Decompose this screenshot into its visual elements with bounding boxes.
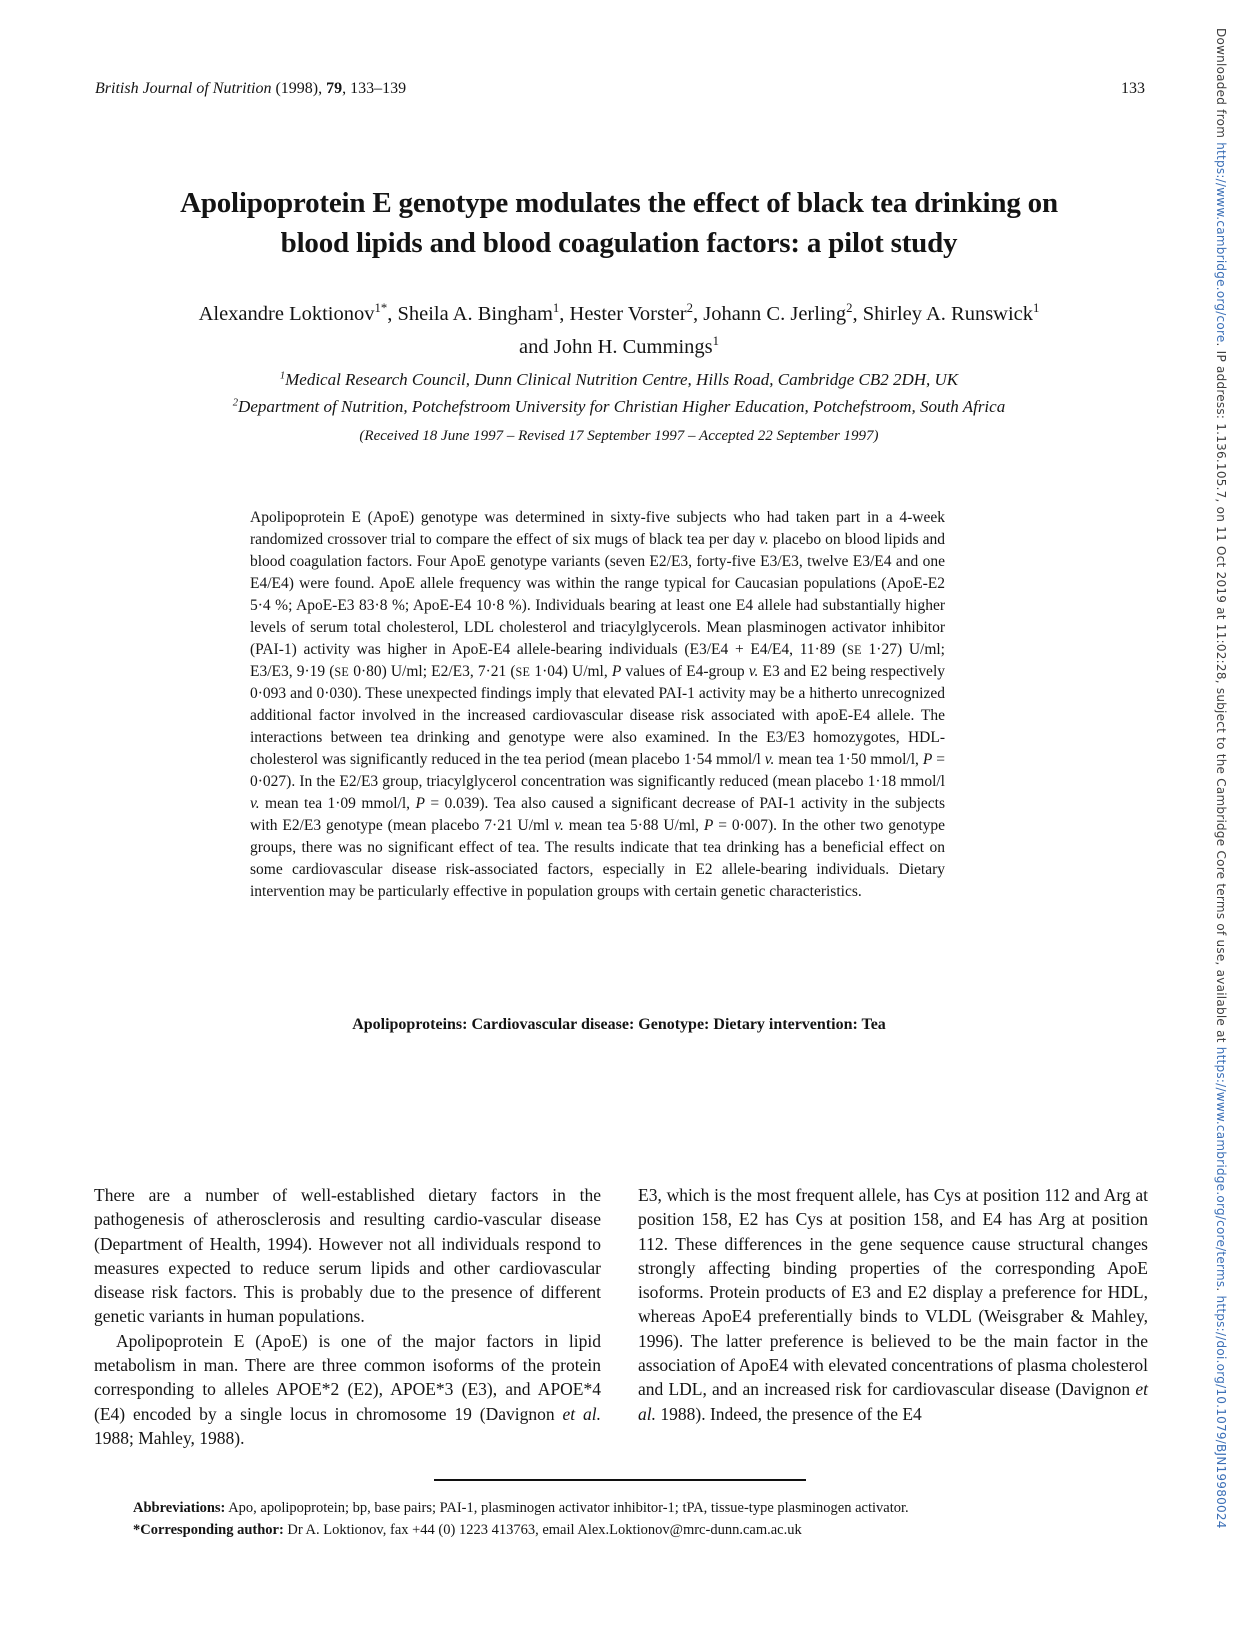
text-segment: 1 xyxy=(279,370,286,382)
text-segment: 1 xyxy=(552,301,560,316)
text-segment: Department of Nutrition, Potchefstroom University for Christian Higher Education, Potchefstroom, South Africa xyxy=(238,397,1006,416)
text-segment: 79 xyxy=(326,80,343,97)
body-column-left xyxy=(94,1183,601,1450)
text-segment: v. xyxy=(250,795,260,812)
affiliation-1 xyxy=(60,366,1178,393)
text-segment: mean tea 1·09 mmol/l, xyxy=(259,795,416,812)
download-watermark xyxy=(1214,28,1228,1638)
intro-paragraph-2 xyxy=(94,1329,601,1450)
text-segment: Apolipoprotein E (ApoE) genotype was determined in sixty-five subjects who had taken part in a 4-week randomized crossover trial to compare the effect of six mugs of black tea per day xyxy=(250,509,945,548)
text-segment: v. xyxy=(554,817,564,834)
text-segment: = 0·007). In the other two genotype groups, there was no significant effect of tea. The results indicate that tea drinking has a beneficial effect on some cardiovascular disease risk-associated factors, especially in E2 allele-bearing individuals. Dietary intervention may be particularly effective in population groups with certain genetic characteristics. xyxy=(250,817,946,900)
url-link[interactable]: https://doi.org/10.1079/BJN19980024 xyxy=(1214,1295,1228,1529)
text-segment: et al. xyxy=(638,1379,1148,1424)
text-segment: P xyxy=(611,663,622,680)
text-segment: (1998), xyxy=(271,80,327,97)
author-list xyxy=(60,298,1178,364)
affiliations xyxy=(60,366,1178,420)
article-title xyxy=(60,183,1178,263)
text-segment: 2 xyxy=(846,301,853,316)
text-segment: v. xyxy=(748,663,759,680)
text-segment: 1 xyxy=(1033,301,1040,316)
text-segment: = 0.039). Tea also caused a significant decrease of PAI-1 activity in the subjects with E2/E3 genotype (mean placebo 7·21 U/ml xyxy=(250,795,945,834)
text-segment: and John H. Cummings xyxy=(519,336,713,358)
text-segment: , Shirley A. Runswick xyxy=(852,303,1034,325)
text-segment: . IP address: 1.136.105.7, on 11 Oct 2019 at 11:02:28, subject to the Cambridge Core terms of use, available at xyxy=(1214,342,1228,1047)
text-segment: , Johann C. Jerling xyxy=(692,303,847,325)
text-segment: E3 and E2 being respectively 0·093 and 0·030). These unexpected findings imply that elevated PAI-1 activity may be a hitherto unrecognized additional factor involved in the increased cardiovascular disease risk associated with apoE-E4 allele. The interactions between tea drinking and genotype were also examined. In the E3/E3 homozygotes, HDL-cholesterol was significantly reduced in the tea period (mean placebo 1·54 mmol/l xyxy=(250,663,945,768)
text-segment: placebo on blood lipids and blood coagulation factors. Four ApoE genotype variants (seven E2/E3, forty-five E3/E3, twelve E3/E4 and one E4/E4) were found. ApoE allele frequency was within the range typical for Caucasian populations (ApoE-E2 5·4 %; ApoE-E3 83·8 %; ApoE-E4 10·8 %). Individuals bearing at least one E4 allele had substantially higher levels of serum total cholesterol, LDL cholesterol and triacylglycerols. Mean plasminogen activator inhibitor (PAI-1) activity was higher in ApoE-E4 allele-bearing individuals (E3/E4 + E4/E4, 11·89 ( xyxy=(250,531,945,658)
text-segment: Abbreviations: xyxy=(133,1500,226,1516)
article-title-line1: Apolipoprotein E genotype modulates the effect of black tea drinking on xyxy=(180,187,1058,219)
text-segment: 1 xyxy=(712,334,719,349)
text-segment: 1·04) U/ml, xyxy=(530,663,612,680)
author-line-2 xyxy=(60,331,1178,364)
affiliation-2 xyxy=(60,393,1178,420)
text-segment: , Sheila A. Bingham xyxy=(387,303,553,325)
text-segment: 1988). Indeed, the presence of the E4 xyxy=(656,1403,922,1424)
text-segment: P xyxy=(703,817,714,834)
abstract xyxy=(250,507,945,903)
corresponding-author-note xyxy=(133,1519,1063,1541)
page-number: 133 xyxy=(1121,80,1145,97)
intro-paragraph-3 xyxy=(638,1183,1148,1426)
text-segment: Alexandre Loktionov xyxy=(198,303,375,325)
text-segment: Apolipoprotein E (ApoE) is one of the major factors in lipid metabolism in man. There are three common isoforms of the protein corresponding to alleles APOE*2 (E2), APOE*3 (E3), and APOE*4 (E4) encoded by a single locus in chromosome 19 (Davignon xyxy=(94,1330,601,1424)
text-segment: *Corresponding author: xyxy=(133,1522,284,1538)
text-segment: There are a number of well-established dietary factors in the pathogenesis of atherosclerosis and resulting cardio-vascular disease (Department of Health, 1994). However not all individuals respond to measures expected to reduce serum lipids and other cardiovascular disease risk factors. This is probably due to the presence of different genetic variants in human populations. xyxy=(94,1185,601,1327)
text-segment: 1* xyxy=(374,301,388,316)
text-segment: SE xyxy=(334,665,350,679)
text-segment: v. xyxy=(759,531,769,548)
abbreviations-note xyxy=(133,1497,1063,1519)
text-segment: 1988; Mahley, 1988). xyxy=(94,1427,245,1448)
text-segment: v. xyxy=(764,751,775,768)
page-header xyxy=(95,80,1145,98)
text-segment: P xyxy=(922,751,933,768)
received-dates: (Received 18 June 1997 – Revised 17 September 1997 – Accepted 22 September 1997) xyxy=(359,428,879,444)
text-segment: , Hester Vorster xyxy=(559,303,687,325)
text-segment: SE xyxy=(515,665,531,679)
text-segment: British Journal of Nutrition xyxy=(95,80,272,97)
journal-citation xyxy=(95,80,406,98)
text-segment: E3, which is the most frequent allele, has Cys at position 112 and Arg at position 158, E2 has Cys at position 158, and E4 has Arg at position 112. These differences in the gene sequence cause structural changes strongly affecting binding properties of the corresponding ApoE isoforms. Protein products of E3 and E2 display a preference for HDL, whereas ApoE4 preferentially binds to VLDL (Weisgraber & Mahley, 1996). The latter preference is believed to be the main factor in the association of ApoE4 with elevated concentrations of plasma cholesterol and LDL, and an increased risk for cardiovascular disease (Davignon xyxy=(638,1185,1148,1400)
text-segment: Dr A. Loktionov, fax +44 (0) 1223 413763, email Alex.Loktionov@mrc-dunn.cam.ac.uk xyxy=(283,1522,802,1538)
text-segment: . xyxy=(1214,1287,1228,1296)
author-line-1 xyxy=(60,298,1178,331)
text-segment: values of E4-group xyxy=(621,663,749,680)
text-segment: 2 xyxy=(232,397,239,409)
text-segment: mean tea 5·88 U/ml, xyxy=(563,817,704,834)
url-link[interactable]: https://www.cambridge.org/core/terms xyxy=(1214,1046,1228,1288)
text-segment: Downloaded from xyxy=(1214,28,1228,143)
text-segment: P xyxy=(415,795,425,812)
intro-paragraph-1 xyxy=(94,1183,601,1329)
text-segment: , 133–139 xyxy=(342,80,407,97)
text-segment: Apo, apolipoprotein; bp, base pairs; PAI-1, plasminogen activator inhibitor-1; tPA, tissue-type plasminogen activator. xyxy=(225,1500,909,1516)
text-segment: 1·27) U/ml; E3/E3, 9·19 ( xyxy=(250,641,945,680)
text-segment: Medical Research Council, Dunn Clinical Nutrition Centre, Hills Road, Cambridge CB2 2DH, UK xyxy=(285,370,959,389)
text-segment: 0·80) U/ml; E2/E3, 7·21 ( xyxy=(349,663,516,680)
article-title-line2: blood lipids and blood coagulation factors: a pilot study xyxy=(280,227,958,259)
text-segment: SE xyxy=(847,643,862,657)
footnotes xyxy=(133,1497,1063,1541)
text-segment: et al. xyxy=(562,1403,601,1424)
text-segment: mean tea 1·50 mmol/l, xyxy=(774,751,923,768)
keywords-line: Apolipoproteins: Cardiovascular disease: Genotype: Dietary intervention: Tea xyxy=(352,1016,886,1033)
url-link[interactable]: https://www.cambridge.org/core xyxy=(1214,142,1228,343)
text-segment: = 0·027). In the E2/E3 group, triacylglycerol concentration was significantly reduced (mean placebo 1·18 mmol/l xyxy=(250,751,945,790)
body-column-right xyxy=(638,1183,1148,1426)
text-segment: 2 xyxy=(686,301,693,316)
footnote-divider xyxy=(434,1479,806,1481)
